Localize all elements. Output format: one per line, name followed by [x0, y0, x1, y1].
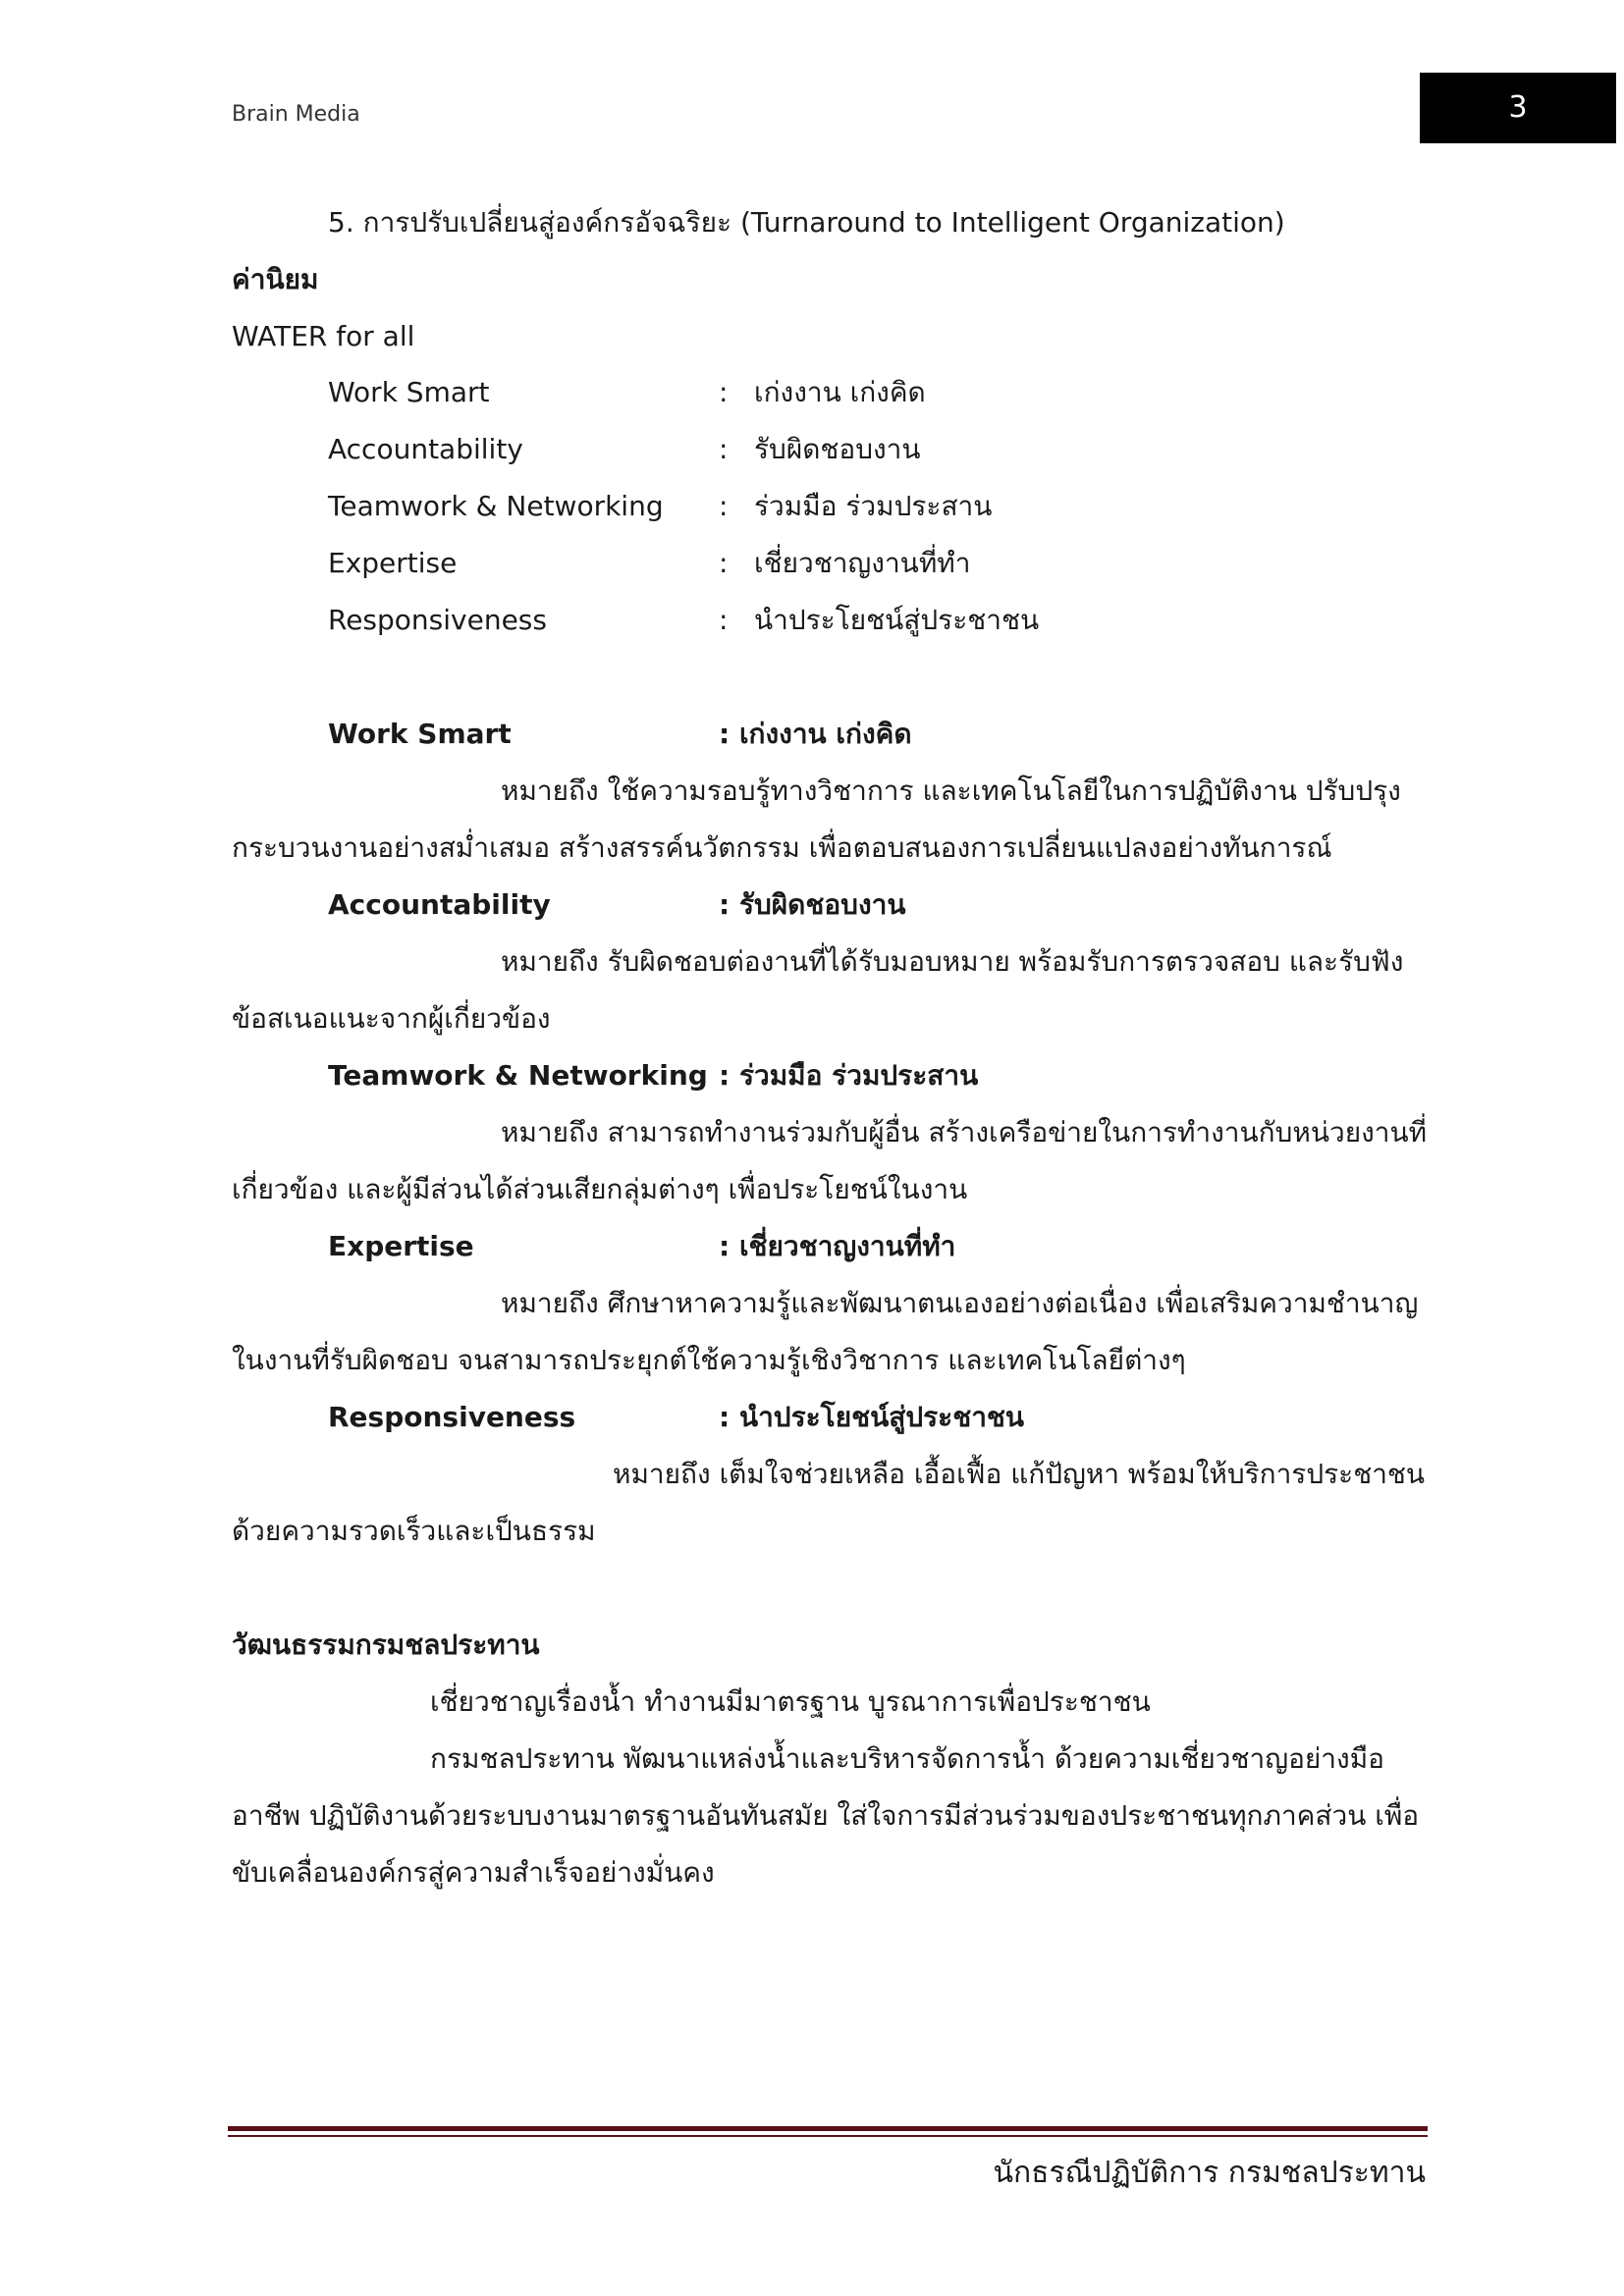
detail-meaning: : รับผิดชอบงาน — [719, 888, 906, 921]
detail-line: หมายถึง ศึกษาหาความรู้และพัฒนาตนเองอย่างต่อเนื่อง เพื่อเสริมความชำนาญ — [501, 1287, 1419, 1319]
water-term: Accountability — [328, 433, 523, 465]
detail-line: หมายถึง รับผิดชอบต่องานที่ได้รับมอบหมาย พร้อมรับการตรวจสอบ และรับฟัง — [501, 945, 1404, 978]
detail-meaning: : เชี่ยวชาญงานที่ทำ — [719, 1230, 956, 1262]
water-heading: WATER for all — [232, 320, 415, 352]
culture-line: ขับเคลื่อนองค์กรสู่ความสำเร็จอย่างมั่นคง — [232, 1856, 715, 1889]
detail-term: Accountability — [328, 888, 551, 921]
water-sep: : — [719, 376, 729, 408]
detail-term: Responsiveness — [328, 1401, 576, 1433]
culture-line: กรมชลประทาน พัฒนาแหล่งน้ำและบริหารจัดการน้ำ ด้วยความเชี่ยวชาญอย่างมือ — [430, 1742, 1384, 1775]
water-term: Teamwork & Networking — [328, 490, 664, 522]
water-sep: : — [719, 604, 729, 636]
culture-motto: เชี่ยวชาญเรื่องน้ำ ทำงานมีมาตรฐาน บูรณาการเพื่อประชาชน — [430, 1685, 1151, 1718]
footer-rule — [228, 2126, 1428, 2131]
detail-line: ด้วยความรวดเร็วและเป็นธรรม — [232, 1515, 596, 1547]
footer-text: นักธรณีปฏิบัติการ กรมชลประทาน — [993, 2156, 1426, 2190]
page-number-box — [1420, 73, 1616, 143]
water-sep: : — [719, 433, 729, 465]
detail-line: ข้อสเนอแนะจากผู้เกี่ยวข้อง — [232, 1002, 551, 1035]
detail-line: หมายถึง เต็มใจช่วยเหลือ เอื้อเฟื้อ แก้ปัญหา พร้อมให้บริการประชาชน — [613, 1458, 1426, 1490]
water-meaning: นำประโยชน์สู่ประชาชน — [754, 604, 1040, 636]
footer-rule-thin — [228, 2135, 1428, 2137]
water-meaning: รับผิดชอบงาน — [754, 433, 921, 465]
detail-line: ในงานที่รับผิดชอบ จนสามารถประยุกต์ใช้ความรู้เชิงวิชาการ และเทคโนโลยีต่างๆ — [232, 1344, 1186, 1376]
detail-line: กระบวนงานอย่างสม่ำเสมอ สร้างสรรค์นวัตกรรม เพื่อตอบสนองการเปลี่ยนแปลงอย่างทันการณ์ — [232, 831, 1332, 864]
detail-meaning: : นำประโยชน์สู่ประชาชน — [719, 1401, 1025, 1433]
water-meaning: ร่วมมือ ร่วมประสาน — [754, 490, 993, 522]
water-meaning: เชี่ยวชาญงานที่ทำ — [754, 547, 971, 579]
detail-term: Work Smart — [328, 718, 512, 750]
water-sep: : — [719, 547, 729, 579]
item-5: 5. การปรับเปลี่ยนสู่องค์กรอัจฉริยะ (Turnaround to Intelligent Organization) — [328, 206, 1285, 239]
detail-line: เกี่ยวข้อง และผู้มีส่วนได้ส่วนเสียกลุ่มต่างๆ เพื่อประโยชน์ในงาน — [232, 1173, 968, 1205]
water-sep: : — [719, 490, 729, 522]
water-term: Responsiveness — [328, 604, 547, 636]
culture-line: อาชีพ ปฏิบัติงานด้วยระบบงานมาตรฐานอันทันสมัย ใส่ใจการมีส่วนร่วมของประชาชนทุกภาคส่วน เพื่อ — [232, 1799, 1420, 1832]
culture-heading: วัฒนธรรมกรมชลประทาน — [232, 1629, 540, 1661]
values-heading: ค่านิยม — [232, 263, 319, 295]
header-brand: Brain Media — [232, 102, 360, 127]
detail-line: หมายถึง สามารถทำงานร่วมกับผู้อื่น สร้างเครือข่ายในการทำงานกับหน่วยงานที่ — [501, 1116, 1428, 1148]
page-number: 3 — [1508, 90, 1528, 125]
detail-line: หมายถึง ใช้ความรอบรู้ทางวิชาการ และเทคโนโลยีในการปฏิบัติงาน ปรับปรุง — [501, 774, 1401, 807]
detail-meaning: : เก่งงาน เก่งคิด — [719, 718, 912, 750]
water-term: Expertise — [328, 547, 458, 579]
detail-term: Teamwork & Networking — [328, 1059, 708, 1092]
water-term: Work Smart — [328, 376, 490, 408]
detail-term: Expertise — [328, 1230, 474, 1262]
water-meaning: เก่งงาน เก่งคิด — [754, 376, 926, 408]
detail-meaning: : ร่วมมือ ร่วมประสาน — [719, 1059, 979, 1092]
